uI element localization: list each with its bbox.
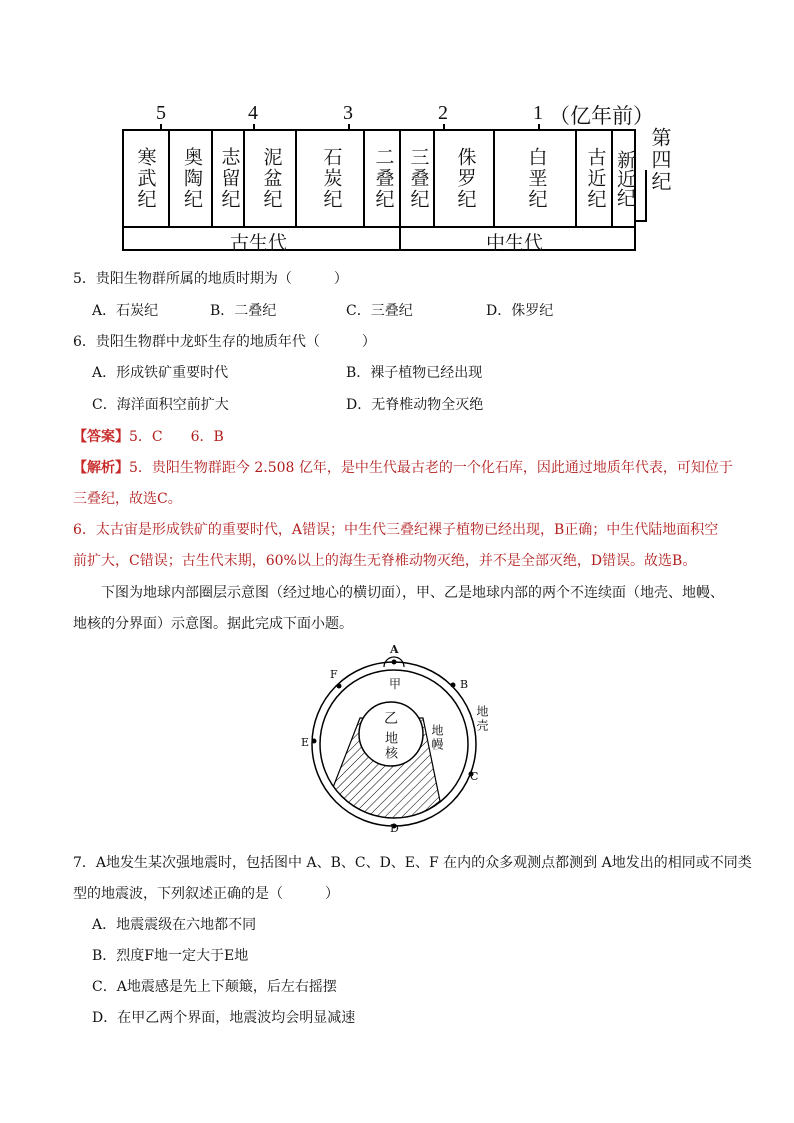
tick-label-5: 5: [156, 102, 166, 124]
period-cambrian: 寒武纪: [134, 147, 157, 210]
question-7-stem-line-2: 型的地震波，下列叙述正确的是（ ）: [73, 886, 339, 902]
q7-option-a: A．地震震级在六地都不同: [92, 917, 257, 933]
label-core: 地核: [382, 731, 397, 761]
q5-option-a: A．石炭纪: [92, 303, 159, 319]
era-split: [399, 226, 401, 251]
q5-option-c: C．三叠纪: [346, 303, 413, 319]
q6-option-b: B．裸子植物已经出现: [346, 365, 483, 381]
label-point-a: A: [390, 643, 399, 656]
label-point-e: E: [301, 736, 310, 749]
answer-tag: 【答案】: [73, 429, 129, 445]
label-point-d: D: [390, 822, 399, 835]
period-neogene: 新近纪: [611, 131, 636, 226]
q5-option-d: D．侏罗纪: [486, 303, 554, 319]
period-quaternary: 第四纪: [648, 127, 672, 193]
q5-option-b: B．二叠纪: [210, 303, 277, 319]
analysis-line-2: 三叠纪，故选C。: [73, 491, 182, 507]
q6-option-c: C．海洋面积空前扩大: [92, 397, 229, 413]
time-unit-label: （亿年前）: [549, 104, 654, 128]
intro-line-2: 地核的分界面）示意图。据此完成下面小题。: [73, 616, 353, 632]
answer-line: [73, 426, 224, 446]
period-devonian: 泥盆纪: [243, 131, 297, 226]
point-e: [312, 739, 317, 744]
tick-label-3: 3: [343, 102, 353, 124]
label-jia: 甲: [389, 677, 402, 691]
period-ordovician: 奥陶纪: [168, 131, 213, 226]
period-triassic: 三叠纪: [399, 131, 435, 226]
question-5-stem: 5．贵阳生物群所属的地质时期为（ ）: [73, 271, 348, 287]
label-point-f: F: [330, 668, 338, 681]
period-cretaceous: 白垩纪: [493, 131, 577, 226]
tick-label-2: 2: [438, 102, 448, 124]
era-divider: [122, 226, 636, 228]
period-permian: 二叠纪: [363, 131, 401, 226]
era-paleozoic: 古生代: [230, 232, 288, 254]
q7-option-c: C．A地震感是先上下颠簸，后左右摇摆: [92, 979, 337, 995]
label-crust: 地壳: [475, 705, 489, 733]
analysis-line-3: 6．太古宙是形成铁矿的重要时代，A错误；中生代三叠纪裸子植物已经出现，B正确；中生代陆地面积空: [73, 522, 719, 538]
point-a: [392, 660, 397, 665]
period-paleogene: 古近纪: [575, 131, 613, 226]
period-silurian: 志留纪: [211, 131, 245, 226]
earth-interior-diagram: [290, 640, 510, 840]
period-carboniferous: 石炭纪: [295, 131, 365, 226]
tick-label-1: 1: [533, 102, 543, 124]
q7-option-d: D．在甲乙两个界面，地震波均会明显减速: [92, 1010, 356, 1026]
quaternary-connector: [645, 170, 647, 222]
q6-option-a: A．形成铁矿重要时代: [92, 365, 229, 381]
era-mesozoic: 中生代: [486, 232, 544, 254]
question-7-stem-line-1: 7．A地发生某次强地震时，包括图中 A、B、C、D、E、F 在内的众多观测点都测到 A地发出的相同或不同类: [73, 855, 752, 871]
label-yi: 乙: [384, 711, 398, 727]
analysis-line-1: 【解析】5．贵阳生物群距今 2.508 亿年，是中生代最古老的一个化石库，因此通过地质年代表，可知位于: [73, 460, 733, 476]
question-6-stem: 6．贵阳生物群中龙虾生存的地质年代（ ）: [73, 334, 376, 350]
answer-text: 5．C 6．B: [129, 429, 224, 445]
label-mantle: 地幔: [430, 724, 444, 752]
label-point-c: C: [470, 770, 479, 783]
intro-line-1: 下图为地球内部圈层示意图（经过地心的横切面），甲、乙是地球内部的两个不连续面（地壳、地幔、: [101, 585, 724, 601]
q6-option-d: D．无脊椎动物全灭绝: [346, 397, 484, 413]
analysis-line-4: 前扩大，C错误；古生代末期，60%以上的海生无脊椎动物灭绝，并不是全部灭绝，D错误。故选B。: [73, 553, 697, 569]
analysis-tag: 【解析】: [73, 460, 129, 476]
point-b: [451, 683, 456, 688]
q7-option-b: B．烈度F地一定大于E地: [92, 948, 249, 964]
label-point-b: B: [460, 678, 469, 691]
tick-label-4: 4: [248, 102, 258, 124]
period-jurassic: 侏罗纪: [433, 131, 495, 226]
point-f: [337, 684, 342, 689]
